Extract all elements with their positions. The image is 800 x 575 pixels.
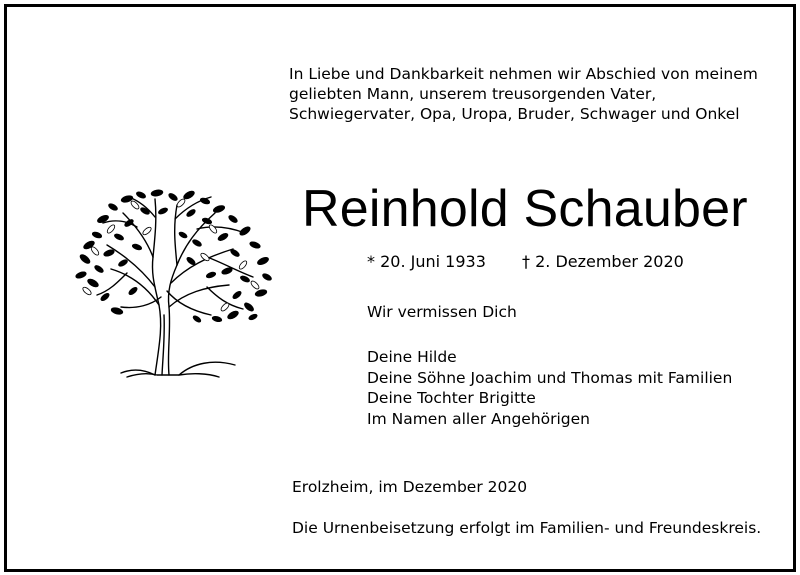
death-date: † 2. Dezember 2020 xyxy=(522,252,684,271)
mourner-line: Deine Söhne Joachim und Thomas mit Familien xyxy=(367,368,733,387)
deceased-name: Reinhold Schauber xyxy=(302,180,748,238)
intro-line-3: Schwiegervater, Opa, Uropa, Bruder, Schwager und Onkel xyxy=(289,105,740,123)
intro-text xyxy=(289,64,789,124)
intro-line-2: geliebten Mann, unserem treusorgenden Vater, xyxy=(289,85,657,103)
intro-line-1: In Liebe und Dankbarkeit nehmen wir Abschied von meinem xyxy=(289,65,758,83)
mourners-list xyxy=(367,347,732,429)
funeral-notice: Die Urnenbeisetzung erfolgt im Familien- und Freundeskreis. xyxy=(292,519,762,537)
mourner-line: Im Namen aller Angehörigen xyxy=(367,409,591,428)
birth-date: * 20. Juni 1933 xyxy=(367,252,486,271)
mourner-line: Deine Tochter Brigitte xyxy=(367,389,536,407)
message-text: Wir vermissen Dich xyxy=(367,303,517,321)
obituary-frame xyxy=(4,4,796,572)
place-date: Erolzheim, im Dezember 2020 xyxy=(292,478,528,496)
tree-icon xyxy=(67,187,282,382)
mourner-line: Deine Hilde xyxy=(367,348,457,366)
